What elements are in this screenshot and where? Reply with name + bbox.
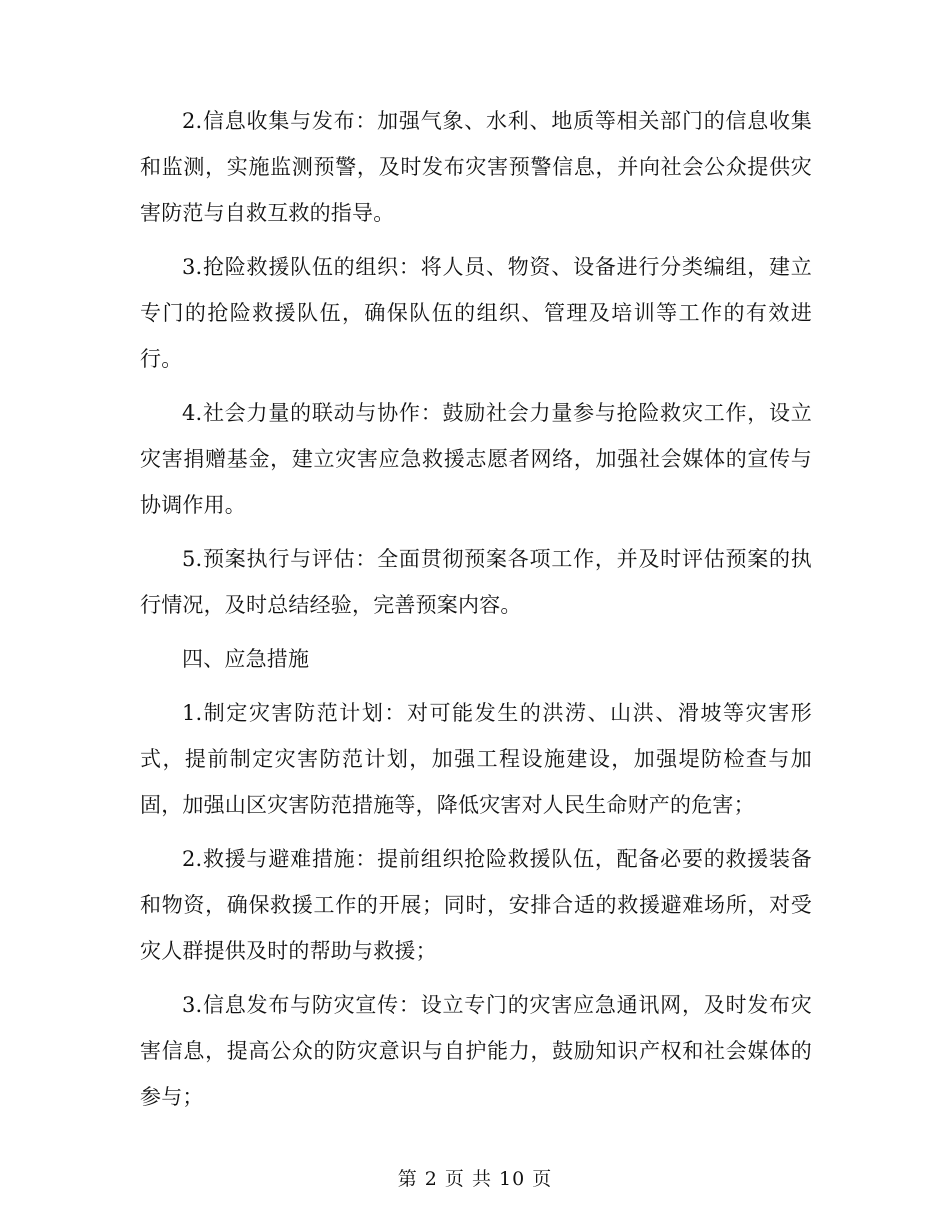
page-number-footer: 第 2 页 共 10 页 bbox=[397, 1168, 553, 1190]
document-body bbox=[140, 98, 812, 1128]
paragraph-info-publicity: 3.信息发布与防灾宣传：设立专门的灾害应急通讯网，及时发布灾害信息，提高公众的防灾意识与自护能力，鼓励知识产权和社会媒体的参与； bbox=[140, 993, 812, 1109]
paragraph-rescue-shelter: 2.救援与避难措施：提前组织抢险救援队伍，配备必要的救援装备和物资，确保救援工作的开展；同时，安排合适的救援避难场所，对受灾人群提供及时的帮助与救援； bbox=[140, 847, 812, 963]
paragraph-plan-execution: 5.预案执行与评估：全面贯彻预案各项工作，并及时评估预案的执行情况，及时总结经验，完善预案内容。 bbox=[140, 547, 812, 617]
paragraph-info-collection: 2.信息收集与发布：加强气象、水利、地质等相关部门的信息收集和监测，实施监测预警，及时发布灾害预警信息，并向社会公众提供灾害防范与自救互救的指导。 bbox=[140, 109, 812, 225]
paragraph-prevention-plan: 1.制定灾害防范计划：对可能发生的洪涝、山洪、滑坡等灾害形式，提前制定灾害防范计划，加强工程设施建设，加强堤防检查与加固，加强山区灾害防范措施等，降低灾害对人民生命财产的危害； bbox=[140, 701, 812, 817]
section-heading-emergency-measures: 四、应急措施 bbox=[182, 647, 310, 671]
paragraph-social-forces: 4.社会力量的联动与协作：鼓励社会力量参与抢险救灾工作，设立灾害捐赠基金，建立灾害应急救援志愿者网络，加强社会媒体的宣传与协调作用。 bbox=[140, 401, 812, 517]
paragraph-rescue-team: 3.抢险救援队伍的组织：将人员、物资、设备进行分类编组，建立专门的抢险救援队伍，确保队伍的组织、管理及培训等工作的有效进行。 bbox=[140, 255, 812, 371]
